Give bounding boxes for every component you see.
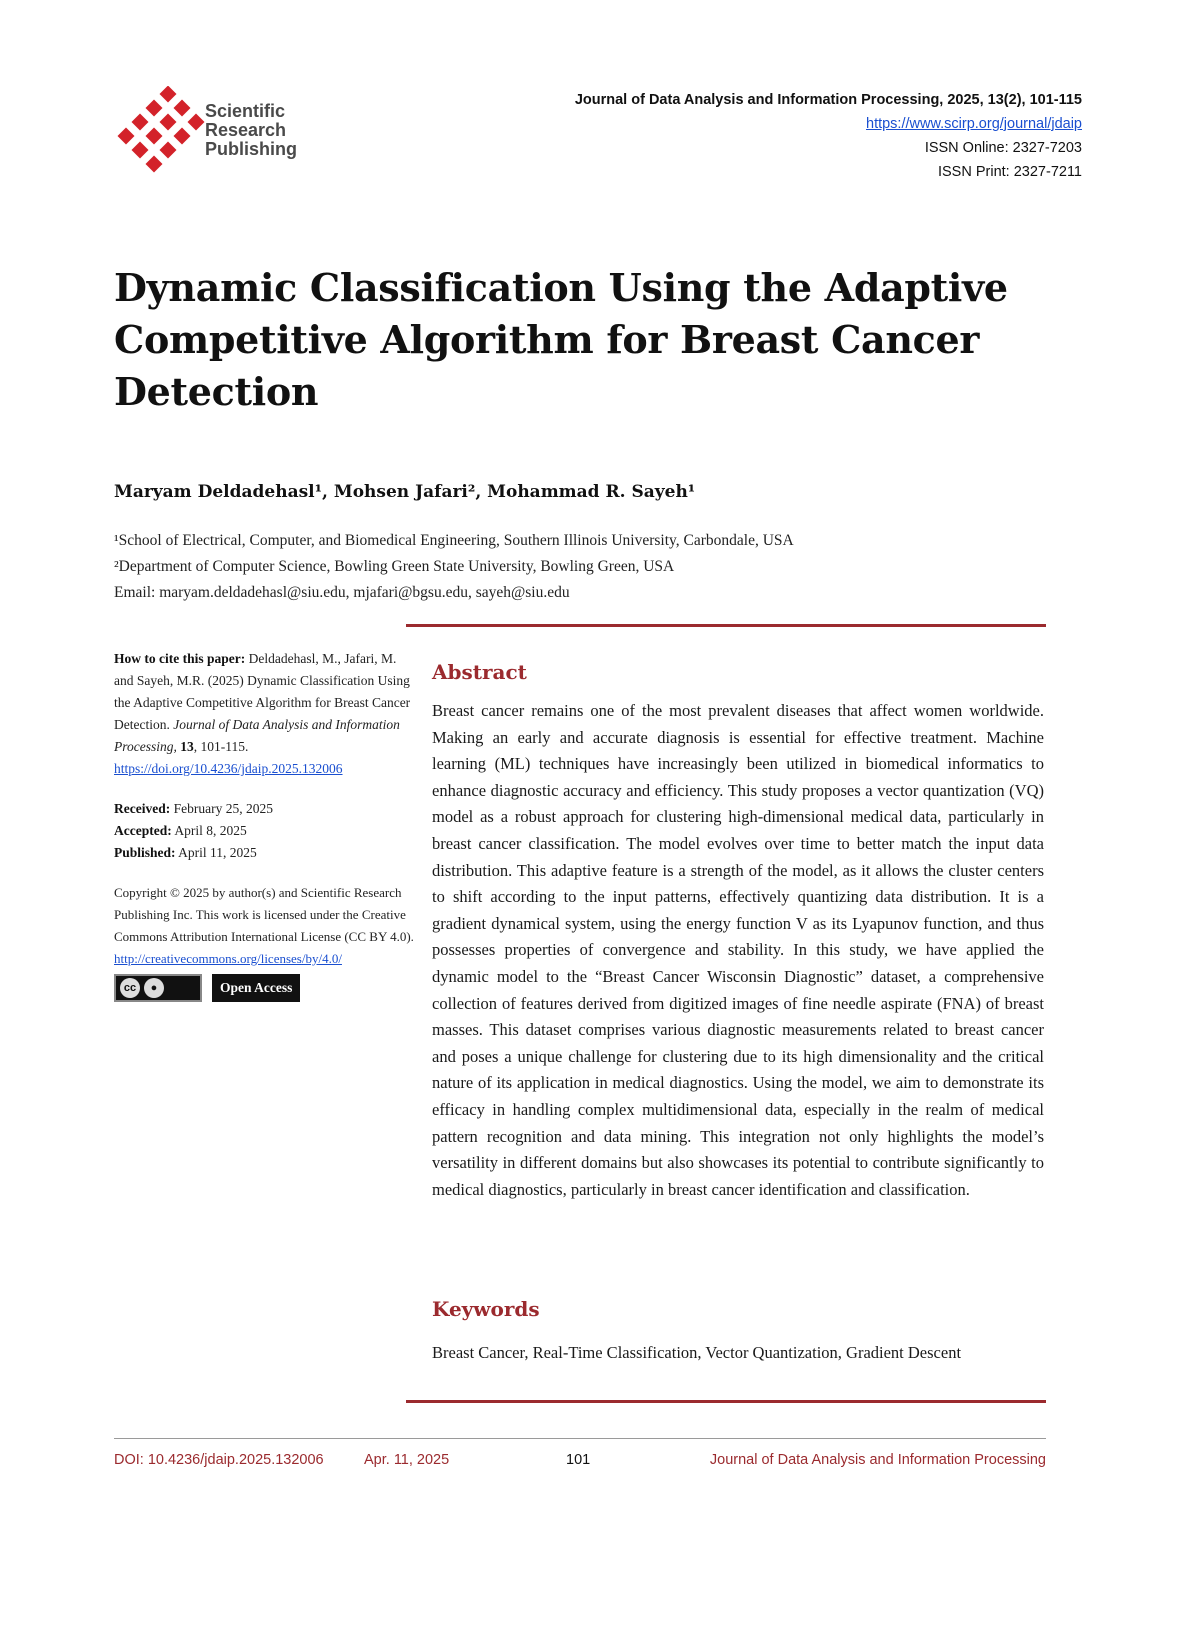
doi-link[interactable]: https://doi.org/10.4236/jdaip.2025.132006 — [114, 761, 343, 776]
author-list: Maryam Deldadehasl¹, Mohsen Jafari², Mohammad R. Sayeh¹ — [114, 482, 696, 502]
person-icon: ● — [144, 978, 164, 998]
abstract-top-rule — [406, 624, 1046, 627]
paper-title: Dynamic Classification Using the Adaptive Competitive Algorithm for Breast Cancer Detection — [114, 265, 1008, 414]
journal-url-link[interactable]: https://www.scirp.org/journal/jdaip — [866, 116, 1082, 132]
license-link[interactable]: http://creativecommons.org/licenses/by/4.0/ — [114, 951, 342, 966]
page-number: 101 — [566, 1452, 591, 1468]
journal-info — [575, 88, 1082, 184]
keywords-bottom-rule — [406, 1400, 1046, 1403]
cc-by-badge[interactable] — [114, 974, 202, 1002]
copyright-block: Copyright © 2025 by author(s) and Scientific Research Publishing Inc. This work is licensed under the Creative Commons Attribution International License (CC BY 4.0). http://creativecommons.org/licenses/by/4.0/ — [114, 885, 414, 966]
keywords-heading: Keywords — [432, 1297, 540, 1321]
email-line: Email: maryam.deldadehasl@siu.edu, mjafari@bgsu.edu, sayeh@siu.edu — [114, 584, 570, 601]
affiliation-1: ¹School of Electrical, Computer, and Biomedical Engineering, Southern Illinois University, Carbondale, USA — [114, 532, 794, 549]
abstract-text: Breast cancer remains one of the most prevalent diseases that affect women worldwide. Making an early and accurate diagnosis is essential for effective treatment. Machine learning (ML) techniques have increasingly been utilized in biomedical informatics to enhance diagnostic accuracy and efficiency. This study proposes a vector quantization (VQ) model as a robust approach for clustering high-dimensional medical data, particularly in breast cancer classification. The model evolves over time to better match the input data distribution. This adaptive feature is a strength of the model, as it allows the cluster centers to shift according to the input patterns, effectively quantizing data distribution. It is a gradient dynamical system, using the energy function V as its Lyapunov function, and thus possesses properties of convergence and stability. In this study, we have applied the dynamic model to the “Breast Cancer Wisconsin Diagnostic” dataset, a comprehensive collection of features derived from digitized images of fine needle aspirate (FNA) of breast masses. This dataset comprises various diagnostic measurements related to breast cancer and poses a unique challenge for clustering due to its high dimensionality and the critical nature of its application in medical diagnostics. Using the model, we aim to demonstrate its efficacy in handling complex multidimensional data, especially in the realm of medical pattern recognition and data mining. This integration not only highlights the model’s versatility in different domains but also showcases its potential to contribute significantly to medical diagnostics, particularly in breast cancer identification and classification. — [432, 701, 1044, 1199]
dates-block: Received: February 25, 2025 Accepted: April 8, 2025 Published: April 11, 2025 — [114, 801, 273, 860]
footer-date: Apr. 11, 2025 — [364, 1452, 450, 1468]
sidebar — [114, 648, 414, 1002]
cc-icon: cc — [120, 978, 140, 998]
issn-print: ISSN Print: 2327-7211 — [937, 164, 1082, 180]
footer-journal: Journal of Data Analysis and Information Processing — [709, 1452, 1046, 1468]
abstract-heading: Abstract — [432, 660, 527, 684]
footer-rule — [114, 1438, 1046, 1439]
citation-block: How to cite this paper: Deldadehasl, M., Jafari, M. and Sayeh, M.R. (2025) Dynamic Classification Using the Adaptive Competitive Algorithm for Breast Cancer Detection. Journal of Data Analysis and Information Processing, 13, 101-115. https://doi.org/10.4236/jdaip.2025.132006 — [114, 651, 411, 776]
publisher-name: Scientific Research Publishing — [205, 101, 297, 159]
footer-doi: DOI: 10.4236/jdaip.2025.132006 — [114, 1452, 324, 1468]
journal-citation-line: Journal of Data Analysis and Information Processing, 2025, 13(2), 101-115 — [574, 92, 1082, 108]
issn-online: ISSN Online: 2327-7203 — [924, 140, 1082, 156]
affiliation-2: ²Department of Computer Science, Bowling Green State University, Bowling Green, USA — [114, 558, 675, 575]
affiliations — [114, 528, 794, 606]
keywords-text: Breast Cancer, Real-Time Classification, Vector Quantization, Gradient Descent — [432, 1343, 962, 1362]
open-access-badge[interactable]: Open Access — [212, 974, 300, 1002]
